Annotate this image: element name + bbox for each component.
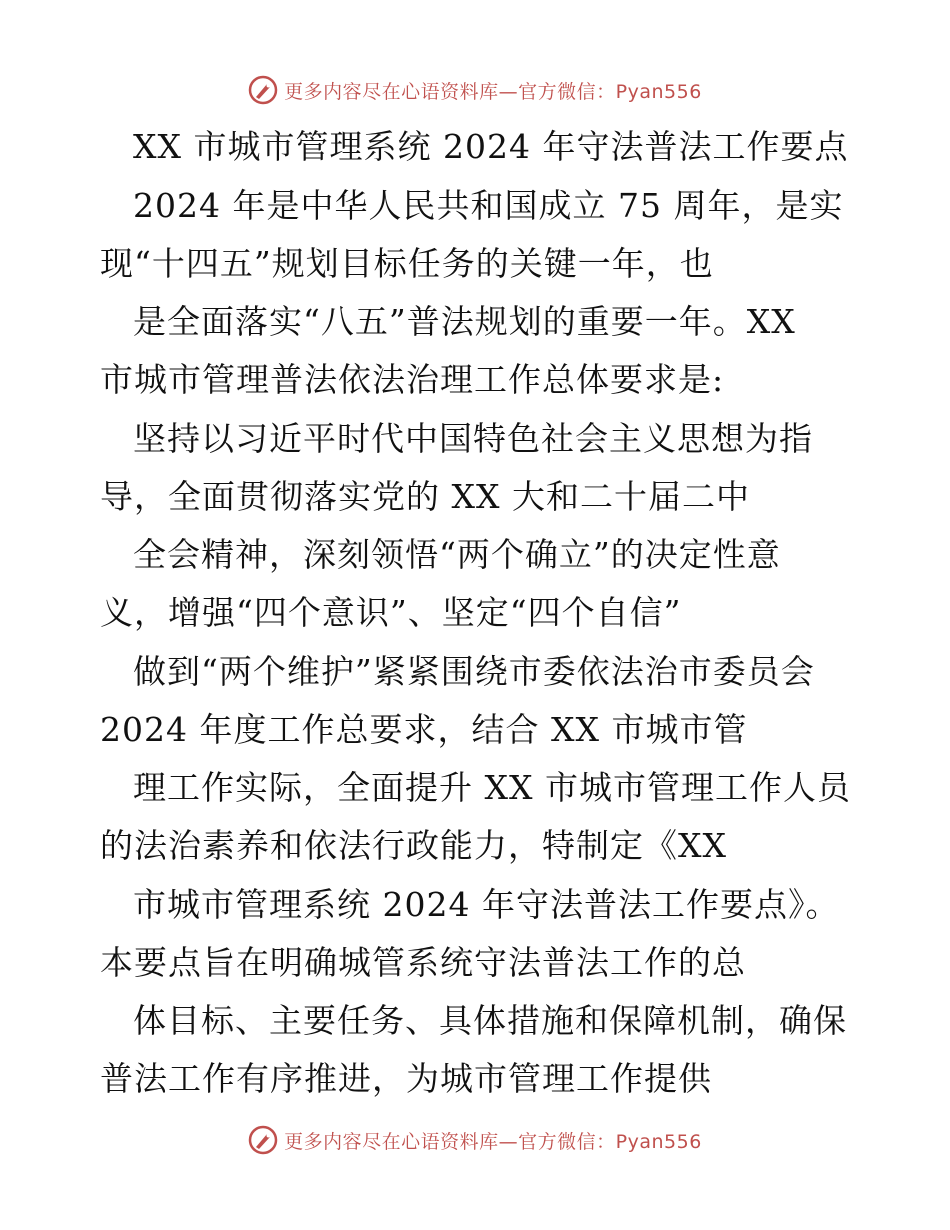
paragraph-line: 普法工作有序推进，为城市管理工作提供 — [100, 1059, 712, 1098]
banner-main-text: 更多内容尽在心语资料库— — [284, 80, 519, 103]
pen-nib-logo-icon — [248, 1125, 278, 1155]
banner-wechat-text: 官方微信：Pyan556 — [518, 80, 702, 103]
paragraph-line: 2024 年度工作总要求，结合 XX 市城市管 — [100, 710, 748, 749]
paragraph-line: 理工作实际，全面提升 XX 市城市管理工作人员 — [133, 768, 851, 807]
banner-text — [284, 77, 702, 104]
paragraph-line: 2024 年是中华人民共和国成立 75 周年，是实 — [133, 186, 844, 225]
pen-nib-logo-icon — [248, 75, 278, 105]
paragraph-line: 坚持以习近平时代中国特色社会主义思想为指 — [133, 419, 813, 458]
paragraph-line: 市城市管理系统 2024 年守法普法工作要点》。 — [133, 885, 840, 924]
paragraph-line: 义，增强“四个意识”、坚定“四个自信” — [100, 593, 682, 632]
banner-wechat-text: 官方微信：Pyan556 — [518, 1130, 702, 1153]
paragraph-line: 全会精神，深刻领悟“两个确立”的决定性意 — [133, 535, 781, 574]
paragraph-line: 体目标、主要任务、具体措施和保障机制，确保 — [133, 1001, 847, 1040]
banner-text — [284, 1127, 702, 1154]
document-title: XX 市城市管理系统 2024 年守法普法工作要点 — [133, 127, 849, 166]
header-watermark-banner — [0, 70, 950, 110]
paragraph-line: 的法治素养和依法行政能力，特制定《XX — [100, 826, 727, 865]
paragraph-line: 导，全面贯彻落实党的 XX 大和二十届二中 — [100, 477, 750, 516]
paragraph-line: 本要点旨在明确城管系统守法普法工作的总 — [100, 943, 746, 982]
footer-watermark-banner — [0, 1120, 950, 1160]
paragraph-line: 市城市管理普法依法治理工作总体要求是: — [100, 360, 725, 399]
paragraph-line: 做到“两个维护”紧紧围绕市委依法治市委员会 — [133, 652, 815, 691]
paragraph-line: 现“十四五”规划目标任务的关键一年，也 — [100, 244, 714, 283]
banner-main-text: 更多内容尽在心语资料库— — [284, 1130, 519, 1153]
paragraph-line: 是全面落实“八五”普法规划的重要一年。XX — [133, 302, 796, 341]
